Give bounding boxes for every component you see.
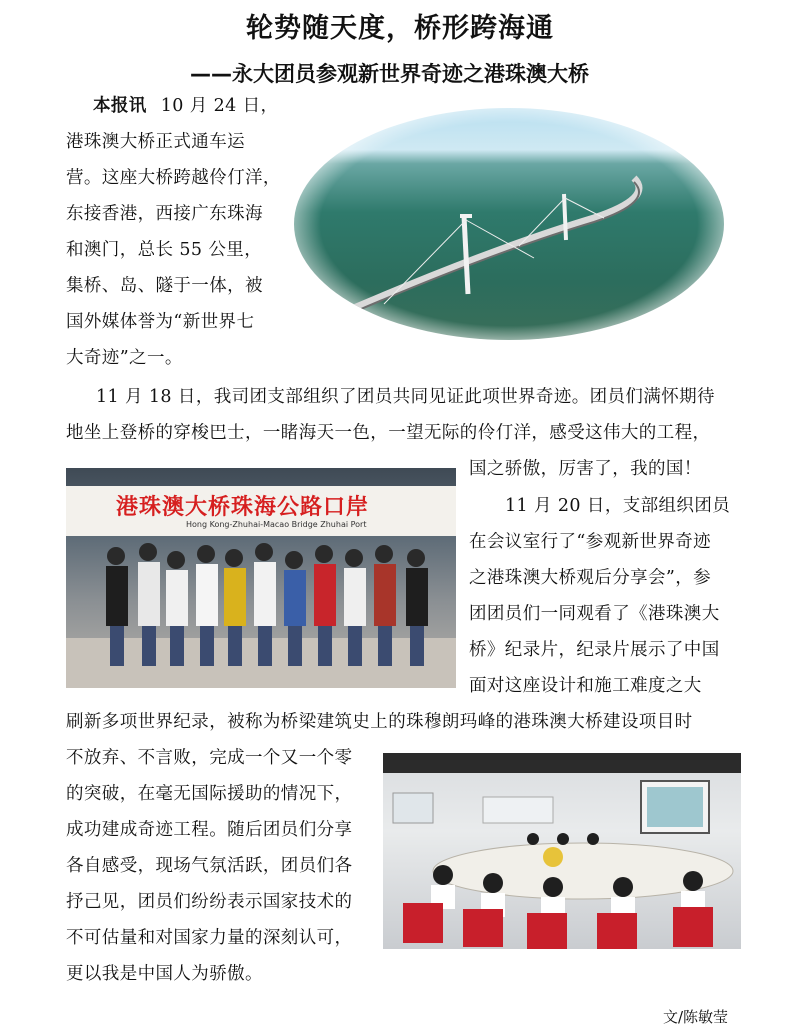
text-line: 集桥、岛、隧于一体，被 [66, 276, 263, 296]
text-line: 之港珠澳大桥观后分享会”，参 [469, 568, 712, 588]
meeting-photo [383, 753, 741, 949]
text-line: 港珠澳大桥正式通车运 [66, 132, 245, 152]
text-line: 营。这座大桥跨越伶仃洋， [66, 168, 281, 188]
text-line: 10 月 24 日， [160, 96, 279, 116]
group-people [66, 468, 456, 688]
text-line: 东接香港，西接广东珠海 [66, 204, 263, 224]
paragraph-1 [66, 88, 281, 376]
paragraph-2 [66, 379, 715, 451]
text-line: 不放弃、不言败，完成一个又一个零 [66, 748, 353, 768]
bridge-photo [294, 108, 724, 340]
sign-text-english: Hong Kong-Zhuhai-Macao Bridge Zhuhai Port [186, 520, 367, 529]
paragraph-3-right [469, 488, 730, 704]
paragraph-3-left [66, 740, 352, 992]
text-line: 各自感受，现场气氛活跃，团员们各 [66, 856, 353, 876]
bridge-drawing [294, 108, 724, 340]
text-line: 更以我是中国人为骄傲。 [66, 964, 263, 984]
lead-line [66, 88, 281, 124]
text-line: 国外媒体誉为“新世界七 [66, 312, 255, 332]
text-line: 11 月 18 日，我司团支部组织了团员共同见证此项世界奇迹。团员们满怀期待 [96, 387, 715, 407]
text-line: 和澳门，总长 55 公里， [66, 240, 263, 260]
text-line: 团团员们一同观看了《港珠澳大 [469, 604, 720, 624]
text-line: 大奇迹”之一。 [66, 348, 183, 368]
meeting-scene [383, 753, 741, 949]
text-line: 成功建成奇迹工程。随后团员们分享 [66, 820, 353, 840]
paragraph-2-end: 国之骄傲，厉害了，我的国！ [469, 459, 702, 479]
article-title: 轮势随天度，桥形跨海通 [246, 13, 554, 44]
text-line: 的突破，在毫无国际援助的情况下， [66, 784, 353, 804]
text-line: 在会议室行了“参观新世界奇迹 [469, 532, 712, 552]
group-photo [66, 468, 456, 688]
text-line: 面对这座设计和施工难度之大 [469, 676, 702, 696]
text-line: 抒己见，团员们纷纷表示国家技术的 [66, 892, 353, 912]
article-subtitle: ——永大团员参观新世界奇迹之港珠澳大桥 [190, 62, 589, 86]
author-credit: 文/陈敏莹 [662, 1008, 728, 1026]
sign-text: 港珠澳大桥珠海公路口岸 [116, 495, 370, 520]
text-line: 地坐上登桥的穿梭巴士，一睹海天一色，一望无际的伶仃洋，感受这伟大的工程， [66, 423, 711, 443]
text-line: 11 月 20 日，支部组织团员 [505, 496, 731, 516]
lead-label: 本报讯 [93, 96, 147, 116]
paragraph-3-full: 刷新多项世界纪录，被称为桥梁建筑史上的珠穆朗玛峰的港珠澳大桥建设项目时 [66, 712, 693, 732]
text-line: 不可估量和对国家力量的深刻认可， [66, 928, 353, 948]
text-line: 桥》纪录片，纪录片展示了中国 [469, 640, 720, 660]
